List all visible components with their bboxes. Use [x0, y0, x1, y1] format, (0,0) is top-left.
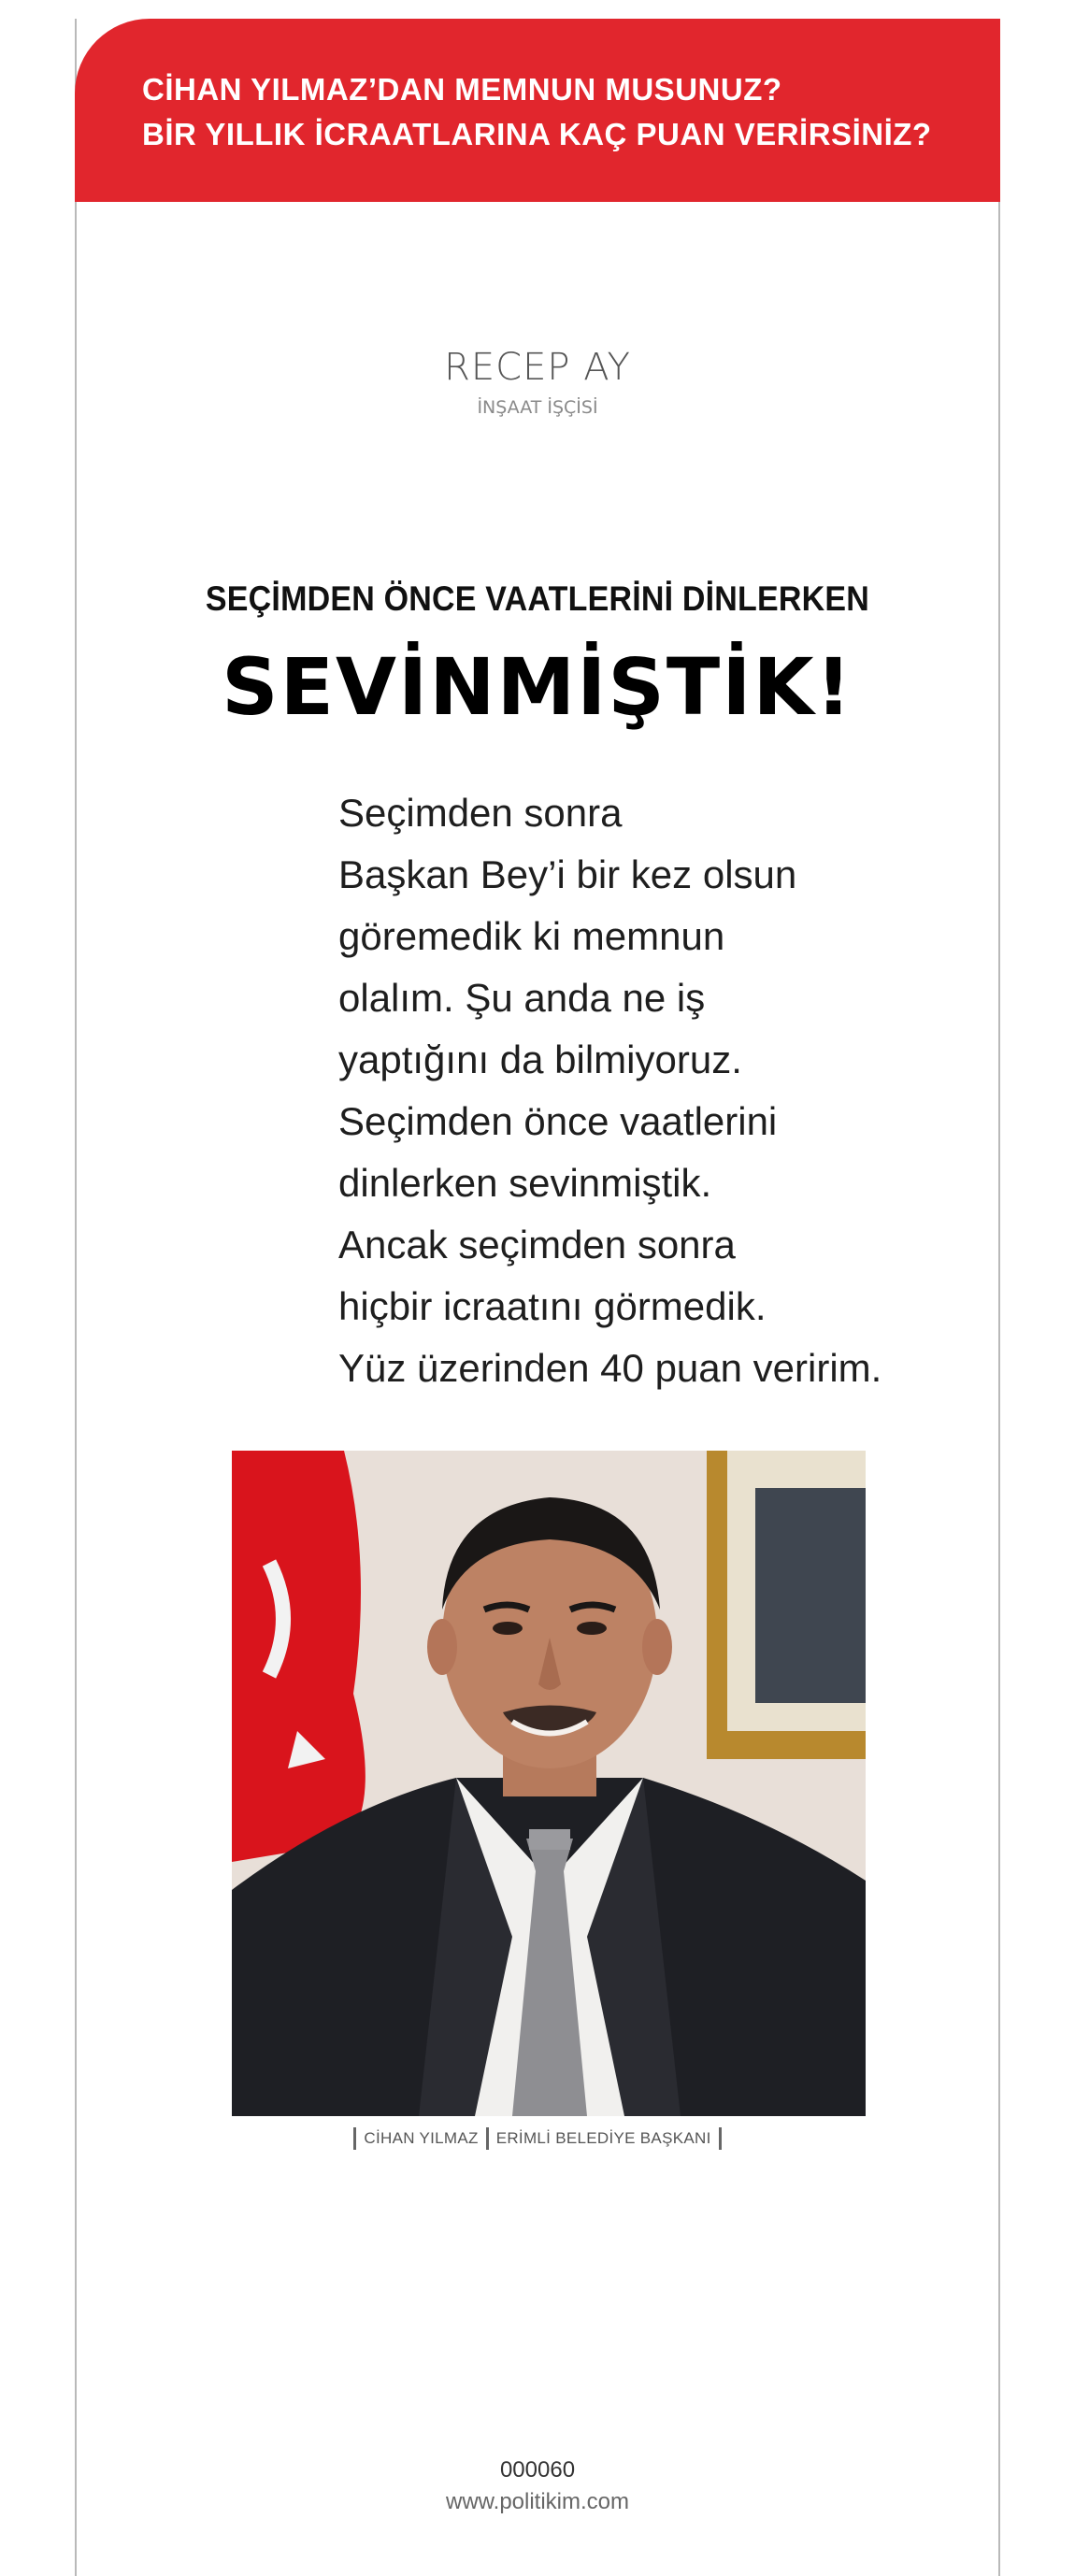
body-line: Başkan Bey’i bir kez olsun — [338, 852, 797, 896]
body-line: Seçimden önce vaatlerini — [338, 1099, 778, 1143]
footer — [75, 2454, 1000, 2518]
caption-divider — [353, 2127, 356, 2150]
body-line: yaptığını da bilmiyoruz. — [338, 1038, 742, 1081]
body-line: Ancak seçimden sonra — [338, 1223, 736, 1267]
body-line: hiçbir icraatını görmedik. — [338, 1284, 767, 1328]
photo-caption — [75, 2127, 1000, 2150]
question-banner — [75, 19, 1000, 202]
footer-code: 000060 — [499, 2457, 576, 2483]
headline-kicker: SEÇİMDEN ÖNCE VAATLERİNİ DİNLERKEN — [205, 580, 870, 619]
caption-divider — [486, 2127, 489, 2150]
headline: SEVİNMİŞTİK! — [222, 641, 853, 733]
caption-name: CİHAN YILMAZ — [364, 2129, 479, 2147]
caption-title: ERİMLİ BELEDİYE BAŞKANI — [495, 2129, 711, 2147]
body-line: göremedik ki memnun — [338, 914, 725, 958]
author-occupation: İNŞAAT İŞÇİSİ — [477, 397, 598, 418]
body-line: olalım. Şu anda ne iş — [338, 976, 706, 1020]
portrait-illustration — [232, 1451, 866, 2116]
caption-divider — [719, 2127, 722, 2150]
author-block — [75, 346, 1000, 421]
article-body — [338, 782, 937, 1399]
author-name: RECEP AY — [444, 346, 631, 389]
banner-line-1: CİHAN YILMAZ’DAN MEMNUN MUSUNUZ? — [142, 72, 782, 107]
body-line: dinlerken sevinmiştik. — [338, 1161, 712, 1205]
mayor-portrait-photo — [232, 1451, 866, 2116]
banner-line-2: BİR YILLIK İCRAATLARINA KAÇ PUAN VERİRSİNİZ? — [142, 117, 932, 151]
footer-website-link[interactable]: www.politikim.com — [445, 2489, 630, 2514]
body-line: Yüz üzerinden 40 puan veririm. — [338, 1346, 882, 1390]
body-line: Seçimden sonra — [338, 791, 623, 835]
